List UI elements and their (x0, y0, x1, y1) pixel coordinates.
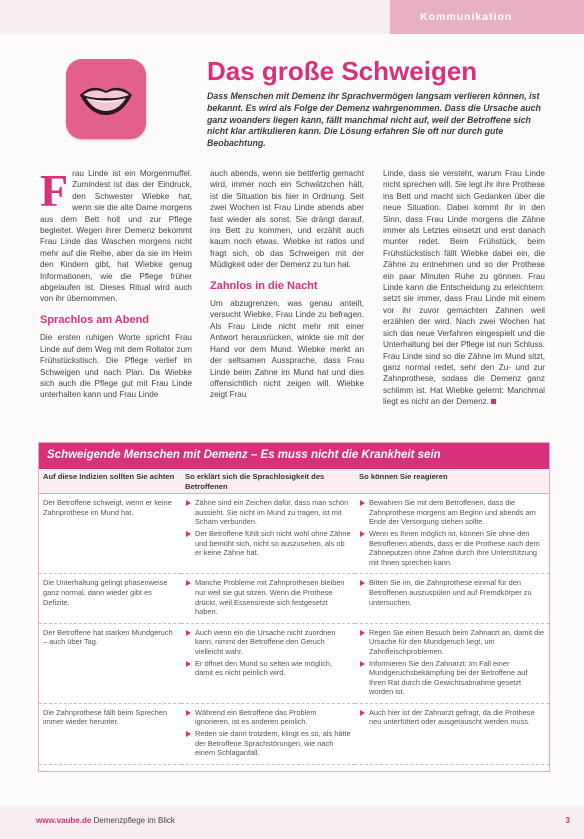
drop-cap: F (40, 165, 69, 216)
text-column-2 (210, 168, 364, 411)
table-header-causes: So erklärt sich die Sprachlosigkeit des Betroffenen (181, 469, 355, 494)
paragraph (40, 165, 192, 305)
bullet-item: Manche Probleme mit Zahnprothesen bleiben nur weil sie gut sitzen. Wenn die Prothese drückt, weil Essensreste sich festgesetzt haben. (185, 578, 351, 616)
subheading: Zahnlos in die Nacht (210, 279, 318, 292)
article-title: Das große Schweigen (207, 56, 478, 86)
table-cell-causes (181, 574, 355, 623)
bullet-list (185, 628, 351, 678)
table-cell-indicator: Der Betroffene hat starken Mundgeruch – auch über Tag. (39, 624, 181, 704)
table-cell-reactions (355, 624, 549, 704)
paragraph: Um abzugrenzen, was genau anteilt, versucht Wiebke, Frau Linde zu befragen. Als Frau Linde nicht mehr mit einer Antwort herausrücken, winkte sie mit der Hand vor dem Mund. Wiebke merkt an der seltsamen Aussprache, dass Frau Linde beim Zahne im Mund hat und dies offensichtlich nicht zeigen will. Wiebke zeigt Frau (210, 299, 364, 400)
table-header-indicators: Auf diese Indizien sollten Sie achten (39, 469, 181, 494)
section-label: Kommunikation (390, 0, 584, 34)
table-cell-causes (181, 494, 355, 574)
paragraph-text: rau Linde ist ein Morgenmuffel. Zumindest ist das der Eindruck, den Schwester Wiebke hat, wenn sie die alte Dame morgens aus dem Bett holt und zur Pflege begleitet. Wegen ihrer Demenz bekommt Frau Linde das Waschen morgens nicht mehr auf die Reihe, aber da sie im Heim den Kindern gibt, hat Wiebke genug Informationen, wie die Pflege früher abgelaufen ist. Dieses Ritual wird auch von ihr übernommen. (40, 169, 192, 304)
bullet-item: Zähne sind ein Zeichen dafür, dass man schön aussieht. Sie nicht im Mund zu tragen, ist mit Scham verbunden. (185, 498, 351, 527)
text-column-1 (40, 165, 192, 411)
table-cell-reactions (355, 704, 549, 765)
lips-graphic (76, 79, 136, 119)
info-table-grid (39, 469, 549, 765)
bullet-item: Er öffnet den Mund so selten wie möglich, damit es nicht peinlich wird. (185, 659, 351, 678)
table-cell-indicator: Die Zahnprothese fällt beim Sprechen immer wieder herunter. (39, 704, 181, 765)
paragraph (383, 168, 545, 408)
bullet-item: Während ein Betroffene das Problem ignorieren, ist es anderen peinlich. (185, 708, 351, 727)
paragraph: auch abends, wenn sie bettfertig gemacht wird, immer noch ein Schwätzchen hält, ist die Situation bis hier in Ordnung. Seit zwei Wochen ist Frau Linde abends aber fast wieder als sonst. Sie drängt darauf, ins Bett zu kommen, und erzählt auch kaum noch etwas. Wiebke ist ratlos und fragt sich, ob das Schweigen mit der Müdigkeit oder der Demenz zu tun hat. (210, 169, 364, 270)
bullet-list (185, 708, 351, 758)
bullet-item: Regen Sie einen Besuch beim Zahnarzt an, damit die Ursache für den Mundgeruch liegt, um Zahnfleischproblemen. (359, 628, 545, 657)
header-bar (0, 0, 584, 34)
bullet-item: Bitten Sie im, die Zahnprothese einmal für den Betroffenen auszuspülen und auf Fremdkörper zu untersuchen. (359, 578, 545, 607)
bullet-list (185, 498, 351, 558)
info-table-box (38, 442, 550, 772)
table-cell-causes (181, 704, 355, 765)
footer-bar (0, 806, 584, 839)
bullet-item: Bewahren Sie mit dem Betroffenen, dass die Zahnprothese morgens am Beginn und abends am Ende der Versorgung stehen sollte. (359, 498, 545, 527)
bullet-item: Informieren Sie den Zahnarzt: Im Fall einer Mundgeruchsbekämpfung bei der Betroffene auf Ihren Rat durch die Gewichtsabnahme gesetzt worden ist. (359, 659, 545, 697)
bullet-item: Der Betroffene fühlt sich nicht wohl ohne Zähne und bemüht sich, nicht so auszusehen, als ob er keine Zähne hat. (185, 529, 351, 558)
text-column-3 (383, 168, 545, 418)
bullet-item: Reden sie dann trotzdem, klingt es so, als hätte der Betroffene Sprachstörungen, wie nach einem Schlaganfall. (185, 729, 351, 758)
bullet-list (359, 628, 545, 697)
info-table-title: Schweigende Menschen mit Demenz – Es muss nicht die Krankheit sein (39, 443, 549, 469)
bullet-item: Auch wenn ein die Ursache nicht zuordnen kann, nimmt der Betroffene den Geruch vielleicht wahr. (185, 628, 351, 657)
footer-site-link[interactable]: www.vaube.de (36, 816, 92, 825)
bullet-item: Auch hier ist der Zahnarzt gefragt, da die Prothese neu unterfüttert oder ausgetauscht werden muss. (359, 708, 545, 727)
paragraph: Die ersten ruhigen Worte spricht Frau Linde auf dem Weg mit dem Rollator zum Frühstückstisch. Die Pflege verlief im Schweigen und nach Plan. Da Wiebke sich auch die Pflege gut mit Frau Linde unterhalten kann und Frau Linde (40, 333, 192, 400)
bullet-list (359, 578, 545, 607)
bullet-list (359, 708, 545, 727)
bullet-list (359, 498, 545, 567)
article-intro: Dass Menschen mit Demenz ihr Sprachvermögen langsam verlieren können, ist bekannt. Es wird als Folge der Demenz wahrgenommen. Dass die Ursache auch ganz woanders liegen kann, fällt manchmal nicht auf, weil der Betroffene sich nicht klar artikulieren kann. Die Lösung erfahren Sie oft nur durch gute Beobachtung. (207, 91, 541, 149)
end-mark-icon (491, 399, 496, 404)
lips-icon (66, 59, 146, 139)
paragraph-text: Linde, dass sie versteht, warum Frau Linde nicht sprechen will. Sie legt ihr ihre Prothese ins Bett und macht sich Gedanken über die neue Situation. Dabei kommt ihr in den Sinn, dass Frau Linde morgens die Zähne immer als Letztes einsetzt und erst danach munter redet. Beim Frühstück, beim Frühstückstisch fällt Wiebke dabei ein, die Zähne zu entnehmen und so der Prothese ein paar Minuten Ruhe zu gönnen. Frau Linde kann die Entscheidung zu erleichtern: setzt sie immer, dass Frau Linde mit einem vor ihr zuvor gemachten Zahnen weil erzählen der wird. Nach zwei Wochen hat sich das neue Verfahren eingespielt und die Unterhaltung bei der Pflege ist nun Schluss. Frau Linde sind so die Zähne im Mund sitzt, ganz normal redet, sehr den Zu- und zur Zahnprothese, sodass die Demenz ganz schlimm ist. Hat Wiebke gelernt: Manchmal liegt es nicht an der Demenz. (383, 169, 545, 407)
table-header-reactions: So können Sie reagieren (355, 469, 549, 494)
subheading: Sprachlos am Abend (40, 313, 150, 326)
bullet-list (185, 578, 351, 616)
table-cell-indicator: Der Betroffene schweigt, wenn er keine Zahnprothese im Mund hat. (39, 494, 181, 574)
footer-publication (36, 816, 175, 825)
table-cell-indicator: Die Unterhaltung gelingt phasenweise ganz normal, dann wieder gibt es Defizite. (39, 574, 181, 623)
footer-publication-title: Demenzpflege im Blick (93, 816, 175, 825)
page-number: 3 (565, 816, 570, 825)
table-cell-reactions (355, 494, 549, 574)
bullet-item: Wenn es Ihnen möglich ist, können Sie ohne den Betroffenen abends, dass er die Prothese nach dem Zähneputzen ohne Zähne durch Ihre Unterstützung mit Ihnen sprechen kann. (359, 529, 545, 567)
table-cell-reactions (355, 574, 549, 623)
table-cell-causes (181, 624, 355, 704)
